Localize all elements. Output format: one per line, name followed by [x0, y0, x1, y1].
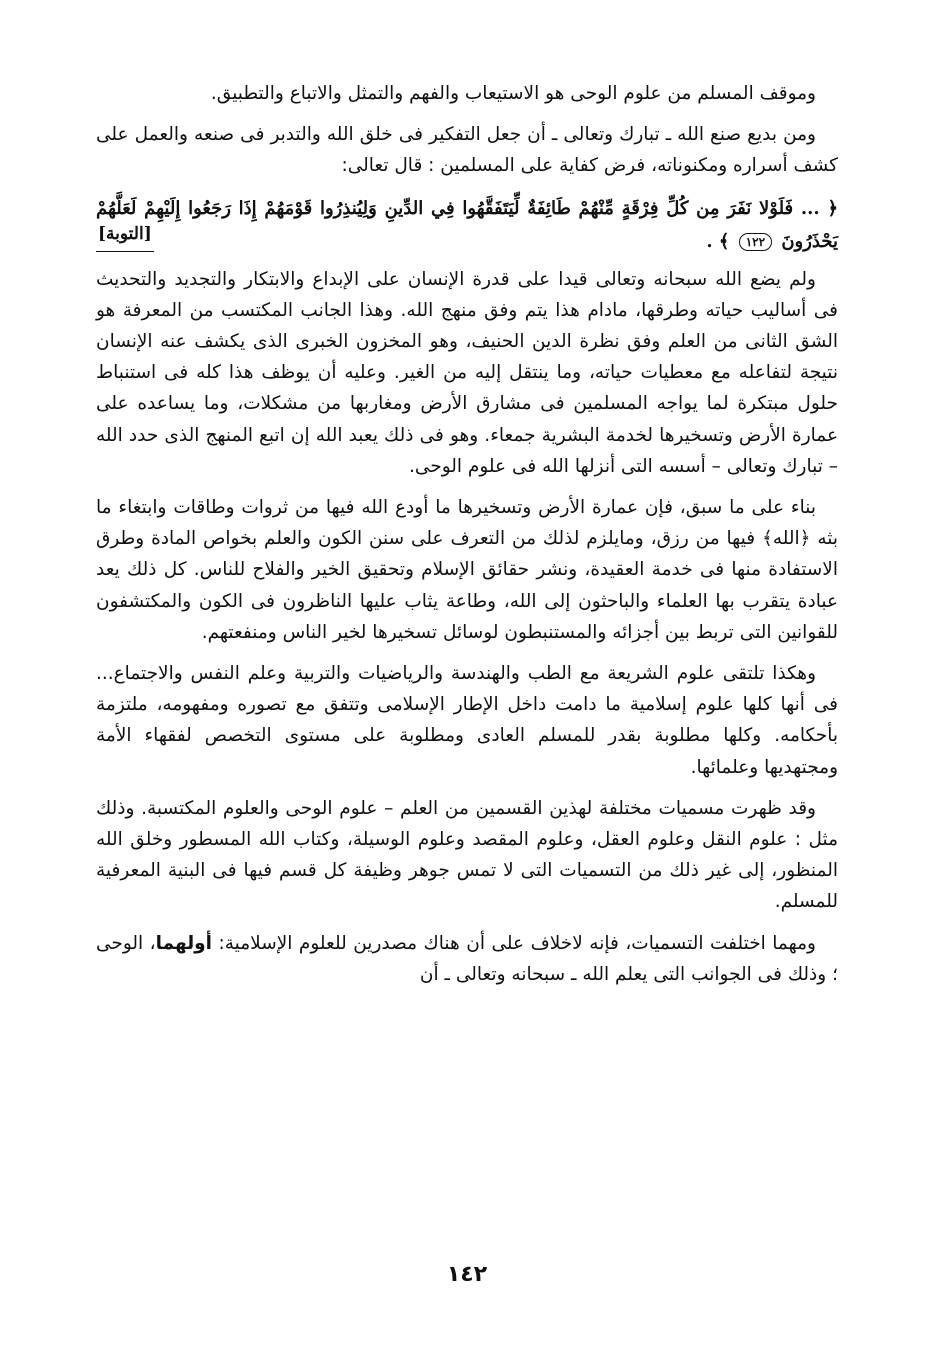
page-body — [96, 78, 838, 1000]
paragraph-7-end: ، الوحى ؛ وذلك فى الجوانب التى يعلم الله ـ سبحانه وتعالى ـ أن — [96, 932, 838, 985]
paragraph-1: وموقف المسلم من علوم الوحى هو الاستيعاب والفهم والتمثل والاتباع والتطبيق. — [210, 83, 816, 104]
paragraph-4: بناء على ما سبق، فإن عمارة الأرض وتسخيرها ما أودع الله فيها من ثروات وطاقات وابتغاء ما بثه ﴿الله﴾ فيها من رزق، ومايلزم لذلك من التعرف على سنن الكون والعلم بخواص المادة وطرق الاستفادة منها فى خدمة العقيدة، ونشر حقائق الإسلام وتحقيق الخير والفلاح للناس. كل ذلك يعد عبادة يتقرب بها العلماء والباحثون إلى الله، وطاعة يثاب عليها الناظرون فى الكون والمكتشفون للقوانين التى تربط بين أجزائه والمستنبطون لوسائل تسخيرها لخير الناس ومنفعتهم. — [96, 497, 838, 643]
quran-quote — [96, 192, 838, 258]
surah-reference: [التوبة] — [96, 218, 154, 252]
paragraph-6: وقد ظهرت مسميات مختلفة لهذين القسمين من العلم – علوم الوحى والعلوم المكتسبة. وذلك مثل : علوم النقل وعلوم العقل، وعلوم المقصد وعلوم الوسيلة، وكتاب الله المسطور وخلق الله المنظور، إلى غير ذلك من التسميات التى لا تمس جوهر وظيفة كل قسم فيها فى البنية المعرفية للمسلم. — [96, 797, 838, 913]
quote-text: ﴿ ... فَلَوْلا نَفَرَ مِن كُلِّ فِرْقَةٍ مِّنْهُمْ طَائِفَةٌ لِّيَتَفَقَّهُوا فِي الدِّينِ وَلِيُنذِرُوا قَوْمَهُمْ إِذَا رَجَعُوا إِلَيْهِمْ لَعَلَّهُمْ يَحْذَرُونَ — [96, 197, 838, 252]
paragraph-7-start: ومهما اختلفت التسميات، فإنه لاخلاف على أن هناك مصدرين للعلوم الإسلامية: — [218, 932, 816, 954]
quote-closing: ﴾ . — [706, 230, 730, 252]
paragraph-7 — [96, 928, 838, 990]
page-number: ١٤٢ — [446, 1262, 488, 1287]
ayah-number-badge: ١٢٢ — [739, 233, 772, 251]
paragraph-7-bold: أولهما — [155, 932, 213, 954]
paragraph-5: وهكذا تلتقى علوم الشريعة مع الطب والهندسة والرياضيات والتربية وعلم النفس والاجتماع... فى أنها كلها علوم إسلامية ما دامت داخل الإطار الإسلامى وتتفق مع تصوره ومفهومه، ملتزمة بأحكامه. وكلها مطلوبة بقدر للمسلم العادى ومطلوبة على مستوى التخصص لفقهاء الأمة ومجتهديها وعلمائها. — [96, 663, 838, 778]
paragraph-2: ومن بديع صنع الله ـ تبارك وتعالى ـ أن جعل التفكير فى خلق الله والتدبر فى صنعه والعمل على كشف أسراره ومكنوناته، فرض كفاية على المسلمين : قال تعالى: — [96, 124, 838, 177]
paragraph-3: ولم يضع الله سبحانه وتعالى قيدا على قدرة الإنسان على الإبداع والابتكار والتجديد والتحديث فى أساليب حياته وطرقها، مادام هذا يتم وفق منهج الله. وهذا الجانب المكتسب من المعرفة هو الشق الثانى من العلم وفق نظرة الدين الحنيف، وهو المخزون الخبرى الذى يكشف عنه الإنسان نتيجة لتفاعله مع معطيات حياته، وما ينتقل إليه من الغير. وعليه أن يوظف هذا كله فى استنباط حلول مبتكرة لما يواجه المسلمين فى مشارق الأرض ومغاربها من مشكلات، وما يساعده على عمارة الأرض وتسخيرها لخدمة البشرية جمعاء. وهو فى ذلك يعبد الله إن اتبع المنهج الذى حدد الله – تبارك وتعالى – أسسه التى أنزلها الله فى علوم الوحى. — [96, 268, 838, 477]
